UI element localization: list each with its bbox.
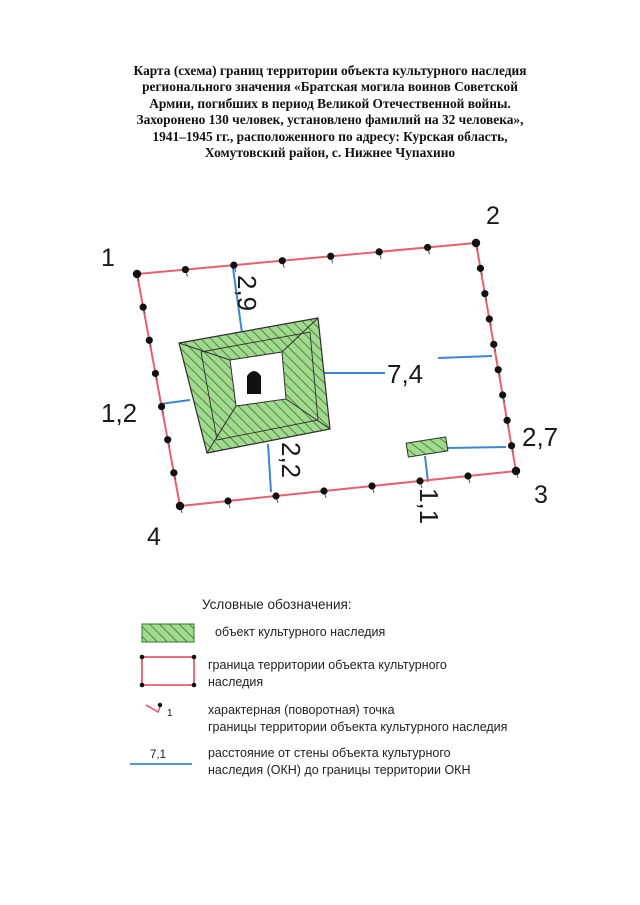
legend-item-text: границы территории объекта культурного наследия	[208, 720, 508, 734]
legend-distance-sample: 7,1	[150, 749, 166, 761]
turning-point	[424, 244, 431, 251]
turning-point	[504, 417, 511, 424]
title-line: 1941–1945 гг., расположенного по адресу: Курская область,	[152, 128, 508, 144]
turning-point	[320, 487, 327, 494]
legend-turning-point-sample: 1	[167, 708, 173, 719]
turning-point	[486, 315, 493, 322]
turning-point	[158, 403, 165, 410]
turning-point	[152, 370, 159, 377]
turning-point	[327, 253, 334, 260]
distance-line-east	[438, 356, 492, 358]
corner-turning-point	[472, 239, 480, 247]
legend-item-distance	[208, 745, 471, 779]
distance-label-north: 2,9	[232, 275, 262, 312]
point-label-1: 1	[101, 244, 115, 272]
distance-line-west	[160, 400, 190, 404]
title-line: регионального значения «Братская могила воинов Советской	[142, 79, 518, 95]
distance-label-east: 7,4	[387, 359, 424, 389]
legend-item-text: наследия	[208, 675, 264, 689]
turning-point	[164, 436, 171, 443]
legend-boundary-corner	[192, 655, 197, 660]
distance-line-south	[268, 444, 271, 492]
legend-item-object	[215, 624, 385, 641]
title-line: Хомутовский район, с. Нижнее Чупахино	[204, 145, 456, 161]
secondary-object	[406, 437, 448, 457]
turning-point	[146, 337, 153, 344]
turning-point	[490, 341, 497, 348]
legend-item-boundary	[208, 657, 447, 691]
distance-label-south: 2,2	[276, 442, 306, 479]
turning-point	[464, 472, 471, 479]
legend-item-text: граница территории объекта культурного	[208, 658, 447, 672]
turning-point	[376, 248, 383, 255]
distance-line-south-small	[425, 456, 428, 482]
turning-point	[495, 366, 502, 373]
legend-item-turning-point	[208, 702, 507, 736]
turning-point	[272, 492, 279, 499]
legend-boundary-corner	[192, 683, 197, 688]
distance-line-east-small	[447, 447, 506, 448]
turning-point	[140, 304, 147, 311]
legend-title: Условные обозначения:	[202, 597, 352, 612]
turning-point	[230, 262, 237, 269]
distance-label-east-small: 2,7	[522, 422, 559, 452]
turning-point	[224, 497, 231, 504]
legend-boundary-swatch	[142, 657, 194, 685]
legend-item-text: расстояние от стены объекта культурного	[208, 746, 451, 760]
legend-boundary-corner	[140, 655, 145, 660]
legend-item-text: наследия (ОКН) до границы территории ОКН	[208, 763, 471, 777]
point-label-3: 3	[534, 481, 548, 509]
turning-point	[170, 469, 177, 476]
title-line: Армии, погибших в период Великой Отечественной войны.	[149, 95, 511, 111]
turning-point	[499, 391, 506, 398]
monument-icon	[247, 371, 261, 394]
turning-point	[416, 477, 423, 484]
point-label-4: 4	[147, 523, 161, 551]
turning-point	[368, 482, 375, 489]
turning-point	[508, 442, 515, 449]
point-label-2: 2	[486, 202, 500, 230]
title-line: Карта (схема) границ территории объекта культурного наследия	[133, 63, 527, 78]
corner-turning-point	[133, 270, 141, 278]
corner-turning-point	[512, 467, 520, 475]
legend-item-text: объект культурного наследия	[215, 625, 386, 639]
legend-boundary-corner	[140, 683, 145, 688]
legend-object-swatch	[142, 624, 194, 642]
turning-point	[481, 290, 488, 297]
turning-point	[182, 266, 189, 273]
turning-point	[279, 257, 286, 264]
turning-point	[477, 265, 484, 272]
legend-turning-point-icon	[146, 703, 162, 712]
legend-item-text: характерная (поворотная) точка	[208, 703, 395, 717]
corner-turning-point	[176, 502, 184, 510]
distance-label-west: 1,2	[101, 398, 138, 428]
heritage-object	[179, 318, 330, 453]
distance-label-south-small: 1,1	[414, 488, 444, 525]
title-line: Захоронено 130 человек, установлено фамилий на 32 человека»,	[136, 112, 524, 128]
